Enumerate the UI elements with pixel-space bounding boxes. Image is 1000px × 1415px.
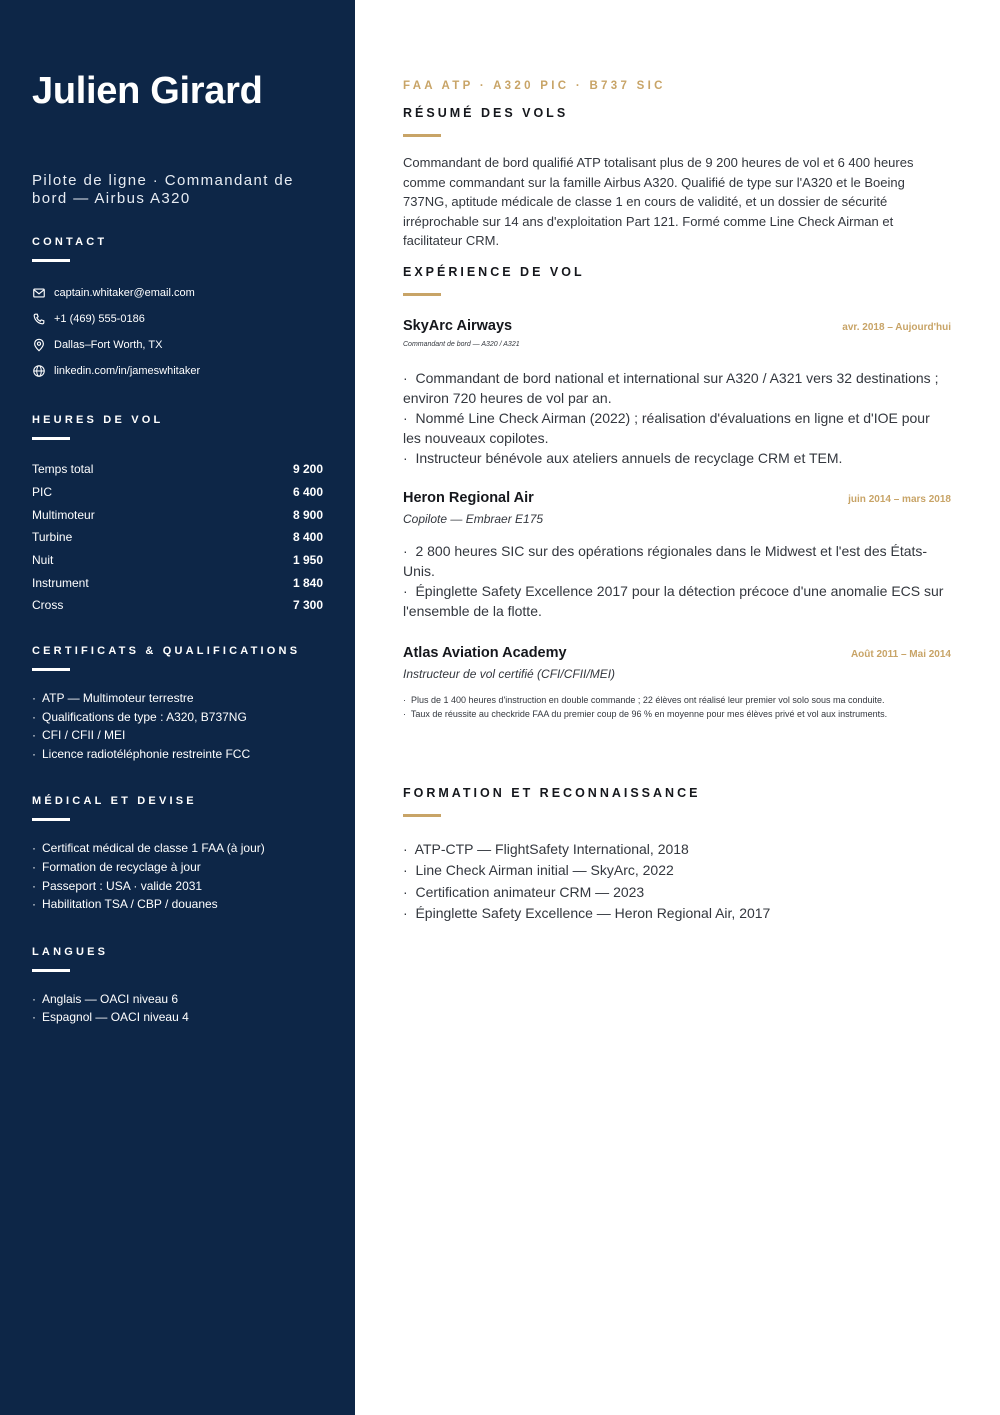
experience-heading: EXPÉRIENCE DE VOL — [403, 264, 585, 279]
medical-heading: MÉDICAL ET DEVISE — [32, 795, 197, 808]
list-item: · Certification animateur CRM — 2023 — [403, 883, 645, 900]
job-company: Atlas Aviation Academy — [403, 644, 567, 661]
job-bullet: · Nommé Line Check Airman (2022) ; réalisation d'évaluations en ligne et d'IOE pour les nouveaux copilotes. — [403, 409, 930, 446]
job-entry — [403, 645, 951, 722]
hours-row-cross — [32, 594, 323, 617]
globe-icon — [32, 364, 46, 378]
hours-label: Temps total — [32, 462, 94, 477]
job-company: SkyArc Airways — [403, 317, 513, 334]
job-dates: avr. 2018 – Aujourd'hui — [842, 321, 951, 333]
job-bullet: · Instructeur bénévole aux ateliers annuels de recyclage CRM et TEM. — [403, 449, 843, 466]
job-bullet: · Taux de réussite au checkride FAA du premier coup de 96 % en moyenne pour mes élèves privé et vol aux instruments. — [403, 709, 888, 719]
location-pin-icon — [32, 338, 46, 352]
contact-heading: CONTACT — [32, 236, 108, 248]
hours-value: 9 200 — [292, 462, 323, 477]
mail-icon — [32, 286, 46, 300]
job-role: Commandant de bord — A320 / A321 — [403, 340, 520, 348]
list-item: · Passeport : USA · valide 2031 — [32, 878, 203, 893]
list-item: · Qualifications de type : A320, B737NG — [32, 709, 247, 724]
contact-phone-text: +1 (469) 555-0186 — [54, 313, 145, 325]
languages-list — [32, 990, 323, 1027]
contact-phone[interactable] — [32, 306, 323, 332]
education-heading: FORMATION ET RECONNAISSANCE — [403, 785, 701, 800]
summary-text: Commandant de bord qualifié ATP totalisant plus de 9 200 heures de vol et 6 400 heures comme commandant sur la famille Airbus A320. Qualifié de type sur l'A320 et le Boeing 737NG, aptitude médicale de classe 1 en cours de validité, et un dossier de sécurité irréprochable sur 14 ans d'exploitation Part 121. Formé comme Line Check Airman et facilitateur CRM. — [403, 155, 914, 248]
list-item: · ATP — Multimoteur terrestre — [32, 691, 194, 706]
flight-hours-table — [32, 458, 323, 617]
medical-list — [32, 839, 323, 913]
hours-label: Multimoteur — [32, 507, 95, 522]
job-company: Heron Regional Air — [403, 489, 534, 506]
list-item: · Espagnol — OACI niveau 4 — [32, 1010, 189, 1025]
certificates-list — [32, 689, 323, 763]
hours-row-instrument — [32, 571, 323, 594]
job-bullet: · Épinglette Safety Excellence 2017 pour la détection précoce d'une anomalie ECS sur l'ensemble de la flotte. — [403, 582, 944, 619]
job-bullets — [403, 541, 951, 621]
job-bullets — [403, 693, 951, 722]
tagline: FAA ATP · A320 PIC · B737 SIC — [403, 80, 666, 92]
summary-heading: RÉSUMÉ DES VOLS — [403, 106, 569, 120]
hours-label: Instrument — [32, 575, 89, 590]
job-role: Copilote — Embraer E175 — [403, 511, 544, 526]
job-bullet: · Commandant de bord national et international sur A320 / A321 vers 32 destinations ; environ 720 heures de vol par an. — [403, 369, 939, 406]
hours-value: 1 840 — [292, 575, 323, 590]
hours-row-multiengine — [32, 503, 323, 526]
job-bullets — [403, 368, 951, 468]
hours-value: 1 950 — [292, 553, 323, 568]
section-divider — [32, 969, 70, 972]
job-header — [403, 490, 951, 506]
hours-row-turbine — [32, 526, 323, 549]
contact-linkedin[interactable] — [32, 358, 323, 384]
section-divider — [403, 814, 441, 817]
main-content — [355, 0, 1000, 1415]
hours-value: 8 400 — [292, 530, 323, 545]
phone-icon — [32, 312, 46, 326]
section-divider — [32, 818, 70, 821]
hours-row-night — [32, 549, 323, 572]
flight-hours-heading: HEURES DE VOL — [32, 414, 164, 426]
job-header — [403, 318, 951, 334]
list-item: · Certificat médical de classe 1 FAA (à jour) — [32, 841, 265, 856]
contact-linkedin-text: linkedin.com/in/jameswhitaker — [54, 365, 201, 377]
candidate-subtitle: Pilote de ligne · Commandant de bord — Airbus A320 — [32, 172, 294, 207]
section-divider — [32, 259, 70, 262]
languages-heading: LANGUES — [32, 945, 109, 958]
job-entry — [403, 490, 951, 621]
candidate-name: Julien Girard — [32, 70, 263, 112]
job-bullet: · 2 800 heures SIC sur des opérations régionales dans le Midwest et l'est des États-Unis. — [403, 542, 928, 579]
job-entry — [403, 318, 951, 468]
section-divider — [32, 437, 70, 440]
hours-row-total — [32, 458, 323, 481]
job-dates: juin 2014 – mars 2018 — [848, 493, 951, 505]
job-role: Instructeur de vol certifié (CFI/CFII/MEI) — [403, 666, 616, 681]
hours-label: Nuit — [32, 553, 54, 568]
hours-label: Turbine — [32, 530, 73, 545]
list-item: · Formation de recyclage à jour — [32, 860, 201, 875]
contact-location — [32, 332, 323, 358]
hours-value: 7 300 — [292, 598, 323, 613]
list-item: · Licence radiotéléphonie restreinte FCC — [32, 746, 251, 761]
section-divider — [403, 293, 441, 296]
job-dates: Août 2011 – Mai 2014 — [850, 648, 951, 660]
education-list — [403, 839, 951, 925]
job-header — [403, 645, 951, 661]
contact-list — [32, 280, 323, 384]
job-bullet: · Plus de 1 400 heures d'instruction en double commande ; 22 élèves ont réalisé leur premier vol solo sous ma conduite. — [403, 694, 885, 705]
section-divider — [32, 668, 70, 671]
section-divider — [403, 134, 441, 137]
hours-value: 6 400 — [292, 485, 323, 500]
list-item: · CFI / CFII / MEI — [32, 728, 126, 743]
contact-email[interactable] — [32, 280, 323, 306]
list-item: · Line Check Airman initial — SkyArc, 2022 — [403, 862, 674, 878]
sidebar — [0, 0, 355, 1415]
list-item: · Épinglette Safety Excellence — Heron Regional Air, 2017 — [403, 905, 771, 921]
contact-location-text: Dallas–Fort Worth, TX — [54, 339, 163, 351]
hours-row-pic — [32, 481, 323, 504]
contact-email-text: captain.whitaker@email.com — [54, 287, 195, 299]
list-item: · Habilitation TSA / CBP / douanes — [32, 897, 218, 912]
hours-label: Cross — [32, 598, 64, 613]
list-item: · Anglais — OACI niveau 6 — [32, 991, 179, 1006]
hours-value: 8 900 — [292, 507, 323, 522]
certificates-heading: CERTIFICATS & QUALIFICATIONS — [32, 644, 301, 657]
hours-label: PIC — [32, 485, 53, 500]
list-item: · ATP-CTP — FlightSafety International, 2018 — [403, 840, 689, 857]
